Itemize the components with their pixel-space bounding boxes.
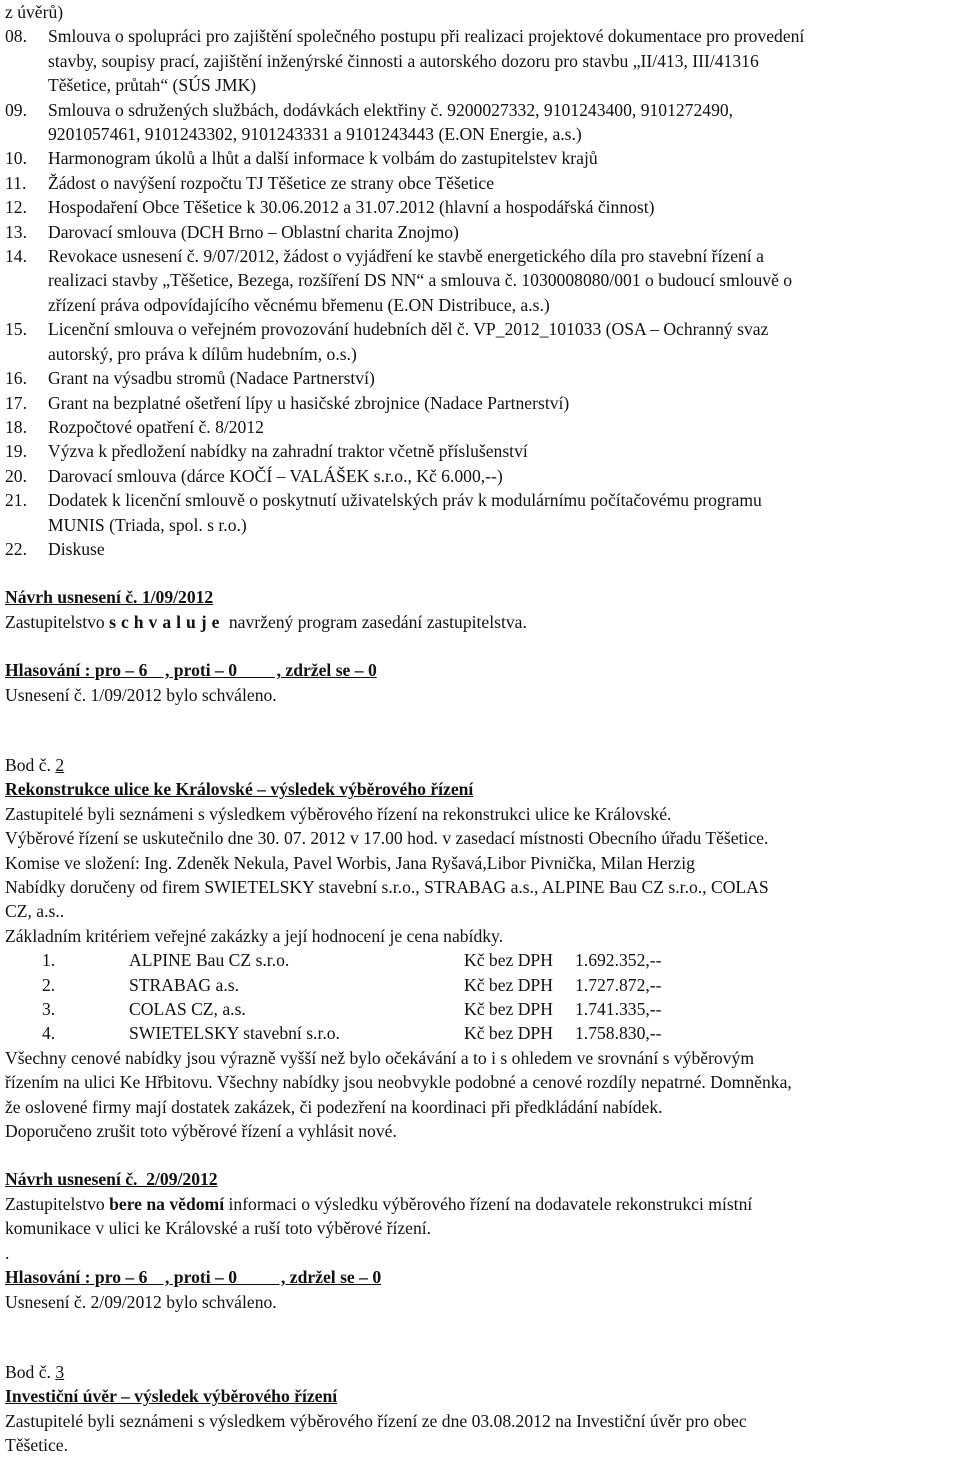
resolution-2-result: Usnesení č. 2/09/2012 bylo schváleno. — [5, 1291, 277, 1312]
agenda-item-text: Dodatek k licenční smlouvě o poskytnutí uživatelských práv k modulárnímu počítačovému programu — [48, 490, 762, 511]
bidder-firm: COLAS CZ, a.s. — [129, 999, 246, 1020]
agenda-item-text: Revokace usnesení č. 9/07/2012, žádost o vyjádření ke stavbě energetického díla pro stavební řízení a — [48, 246, 764, 267]
bod-3-body — [5, 1409, 960, 1458]
agenda-item-text: Licenční smlouva o veřejném provozování hudebních děl č. VP_2012_101033 (OSA – Ochranný svaz — [48, 319, 769, 340]
agenda-item-number: 18. — [5, 416, 27, 437]
bod-2-conclusion-line: Doporučeno zrušit toto výběrové řízení a vyhlásit nové. — [5, 1121, 397, 1142]
agenda-item-text: Darovací smlouva (dárce KOČÍ – VALÁŠEK s.r.o., Kč 6.000,--) — [48, 465, 503, 486]
agenda-item-text: Hospodaření Obce Těšetice k 30.06.2012 a 31.07.2012 (hlavní a hospodářská činnost) — [48, 197, 655, 218]
agenda-item — [5, 244, 960, 317]
bod-2-conclusion — [5, 1046, 960, 1144]
agenda-item-text: Darovací smlouva (DCH Brno – Oblastní charita Znojmo) — [48, 221, 459, 242]
bidder-number: 4. — [42, 1023, 56, 1044]
agenda-item-number: 16. — [5, 368, 27, 389]
agenda-item-number: 13. — [5, 221, 27, 242]
agenda-item — [5, 317, 960, 366]
bidder-price-label: Kč bez DPH — [464, 999, 553, 1020]
agenda-item — [5, 98, 960, 147]
agenda-item-text: Harmonogram úkolů a lhůt a další informace k volbám do zastupitelstev krajů — [48, 148, 598, 169]
agenda-item-text: Grant na výsadbu stromů (Nadace Partnerství) — [48, 368, 375, 389]
agenda-item-number: 22. — [5, 538, 27, 559]
bidder-number: 2. — [42, 974, 56, 995]
resolution-1-vote: Hlasování : pro – 6 , proti – 0 , zdržel se – 0 — [5, 660, 377, 681]
bidder-firm: SWIETELSKY stavební s.r.o. — [129, 1023, 340, 1044]
bod-2-paragraph-line: Základním kritériem veřejné zakázky a její hodnocení je cena nabídky. — [5, 925, 504, 946]
agenda-item-text: 9201057461, 9101243302, 9101243331 a 9101243443 (E.ON Energie, a.s.) — [48, 124, 582, 145]
agenda-item-text: Žádost o navýšení rozpočtu TJ Těšetice ze strany obce Těšetice — [48, 172, 495, 193]
resolution-2-text: Zastupitelstvo bere na vědomí informaci o výsledku výběrového řízení na dodavatele rekonstrukci místní — [5, 1193, 753, 1214]
agenda-item-number: 10. — [5, 148, 27, 169]
bidder-row — [42, 948, 960, 972]
agenda-item-number: 08. — [5, 26, 27, 47]
resolution-2-heading: Návrh usnesení č. 2/09/2012 — [5, 1169, 218, 1190]
agenda-item-text: Výzva k předložení nabídky na zahradní traktor včetně příslušenství — [48, 441, 528, 462]
agenda-item — [5, 146, 960, 170]
bidder-price: 1.727.872,-- — [575, 974, 662, 995]
bidder-number: 3. — [42, 999, 56, 1020]
bidder-row — [42, 973, 960, 997]
bod-2-paragraph-line: Zastupitelé byli seznámeni s výsledkem výběrového řízení na rekonstrukci ulice ke Královské. — [5, 803, 672, 824]
agenda-item-text: stavby, soupisy prací, zajištění inženýrské činnosti a autorského dozoru pro stavbu „II/413, III/41316 — [48, 50, 759, 71]
agenda-item-text: Smlouva o sdružených službách, dodávkách elektřiny č. 9200027332, 9101243400, 9101272490, — [48, 99, 734, 120]
agenda-item — [5, 391, 960, 415]
resolution-2-vote: Hlasování : pro – 6 , proti – 0 , zdržel se – 0 — [5, 1267, 382, 1288]
agenda-item — [5, 488, 960, 537]
bod-3-title: Investiční úvěr – výsledek výběrového řízení — [5, 1386, 338, 1407]
bod-2-paragraph-line: Nabídky doručeny od firem SWIETELSKY stavební s.r.o., STRABAG a.s., ALPINE Bau CZ s.r.o., COLAS — [5, 877, 769, 897]
resolution-2-dot: . — [5, 1242, 10, 1263]
bod-2-paragraph-line: CZ, a.s.. — [5, 901, 65, 922]
resolution-1-result: Usnesení č. 1/09/2012 bylo schváleno. — [5, 684, 277, 705]
agenda-item — [5, 195, 960, 219]
agenda-item-text: zřízení práva odpovídajícího věcnému břemenu (E.ON Distribuce, a.s.) — [48, 294, 550, 315]
agenda-item-number: 15. — [5, 319, 27, 340]
resolution-2-text-line2: komunikace v ulici ke Královské a ruší toto výběrové řízení. — [5, 1218, 432, 1239]
bod-3-paragraph-line: Zastupitelé byli seznámeni s výsledkem výběrového řízení ze dne 03.08.2012 na Investiční úvěr pro obec — [5, 1410, 747, 1431]
bidder-price: 1.692.352,-- — [575, 950, 662, 971]
bidder-price-label: Kč bez DPH — [464, 974, 553, 995]
agenda-item-text: Diskuse — [48, 538, 105, 559]
agenda-item-text: Rozpočtové opatření č. 8/2012 — [48, 416, 264, 437]
bidder-row — [42, 997, 960, 1021]
agenda-list — [5, 24, 960, 561]
bod-2-paragraph-line: Výběrové řízení se uskutečnilo dne 30. 07. 2012 v 17.00 hod. v zasedací místnosti Obecního úřadu Těšetice. — [5, 828, 769, 849]
agenda-item-number: 09. — [5, 99, 27, 120]
agenda-item-text: Smlouva o spolupráci pro zajištění společného postupu při realizaci projektové dokumentace pro provedení — [48, 26, 805, 47]
agenda-item — [5, 24, 960, 97]
bod-2-conclusion-line: řízením na ulici Ke Hřbitovu. Všechny nabídky jsou neobvykle podobné a cenové rozdíly nepatrné. Domněnka, — [5, 1072, 792, 1093]
agenda-item-number: 21. — [5, 490, 27, 511]
bod-2-title: Rekonstrukce ulice ke Královské – výsledek výběrového řízení — [5, 779, 474, 800]
continuation-text: z úvěrů) — [5, 2, 64, 22]
bod-3-label: Bod č. 3 — [5, 1361, 65, 1382]
agenda-item — [5, 439, 960, 463]
resolution-2-verb: bere na vědomí — [109, 1193, 225, 1214]
agenda-item-text: Grant na bezplatné ošetření lípy u hasičské zbrojnice (Nadace Partnerství) — [48, 392, 570, 413]
bod-2-label: Bod č. 2 — [5, 754, 65, 775]
bidder-list — [42, 948, 960, 1046]
bidder-firm: ALPINE Bau CZ s.r.o. — [129, 950, 290, 971]
agenda-item-text: autorský, pro práva k dílům hudebním, o.s.) — [48, 343, 357, 364]
agenda-item — [5, 464, 960, 488]
bod-3-paragraph-line: Těšetice. — [5, 1435, 69, 1456]
agenda-item-text: realizaci stavby „Těšetice, Bezega, rozšíření DS NN“ a smlouva č. 1030008080/001 o budoucí smlouvě o — [48, 270, 793, 291]
bidder-row — [42, 1021, 960, 1045]
resolution-1-heading: Návrh usnesení č. 1/09/2012 — [5, 587, 214, 608]
agenda-item-number: 14. — [5, 246, 27, 267]
bod-2-conclusion-line: Všechny cenové nabídky jsou výrazně vyšší než bylo očekávání a to i s ohledem ve srovnání s výběrovým — [5, 1047, 755, 1068]
agenda-item-number: 20. — [5, 465, 27, 486]
resolution-1-verb: schvaluje — [109, 611, 225, 632]
agenda-item-text: Těšetice, průtah“ (SÚS JMK) — [48, 75, 257, 96]
agenda-item — [5, 171, 960, 195]
bidder-price: 1.741.335,-- — [575, 999, 662, 1020]
bod-2-body — [5, 802, 960, 948]
bidder-price-label: Kč bez DPH — [464, 1023, 553, 1044]
agenda-item-number: 17. — [5, 392, 27, 413]
resolution-1-text: Zastupitelstvo schvaluje navržený program zasedání zastupitelstva. — [5, 611, 527, 632]
agenda-item — [5, 220, 960, 244]
agenda-item-number: 11. — [5, 172, 27, 193]
bod-2-conclusion-line: že oslovené firmy mají dostatek zakázek, či podezření na koordinaci při předkládání nabídek. — [5, 1096, 663, 1117]
bod-2-paragraph-line: Komise ve složení: Ing. Zdeněk Nekula, Pavel Worbis, Jana Ryšavá,Libor Pivnička, Milan Herzig — [5, 852, 695, 873]
bidder-price-label: Kč bez DPH — [464, 950, 553, 971]
bidder-price: 1.758.830,-- — [575, 1023, 662, 1044]
agenda-item-text: MUNIS (Triada, spol. s r.o.) — [48, 514, 247, 535]
bidder-number: 1. — [42, 950, 56, 971]
agenda-item — [5, 537, 960, 561]
bidder-firm: STRABAG a.s. — [129, 974, 239, 995]
agenda-item — [5, 366, 960, 390]
agenda-item-number: 12. — [5, 197, 27, 218]
agenda-item — [5, 415, 960, 439]
agenda-item-number: 19. — [5, 441, 27, 462]
